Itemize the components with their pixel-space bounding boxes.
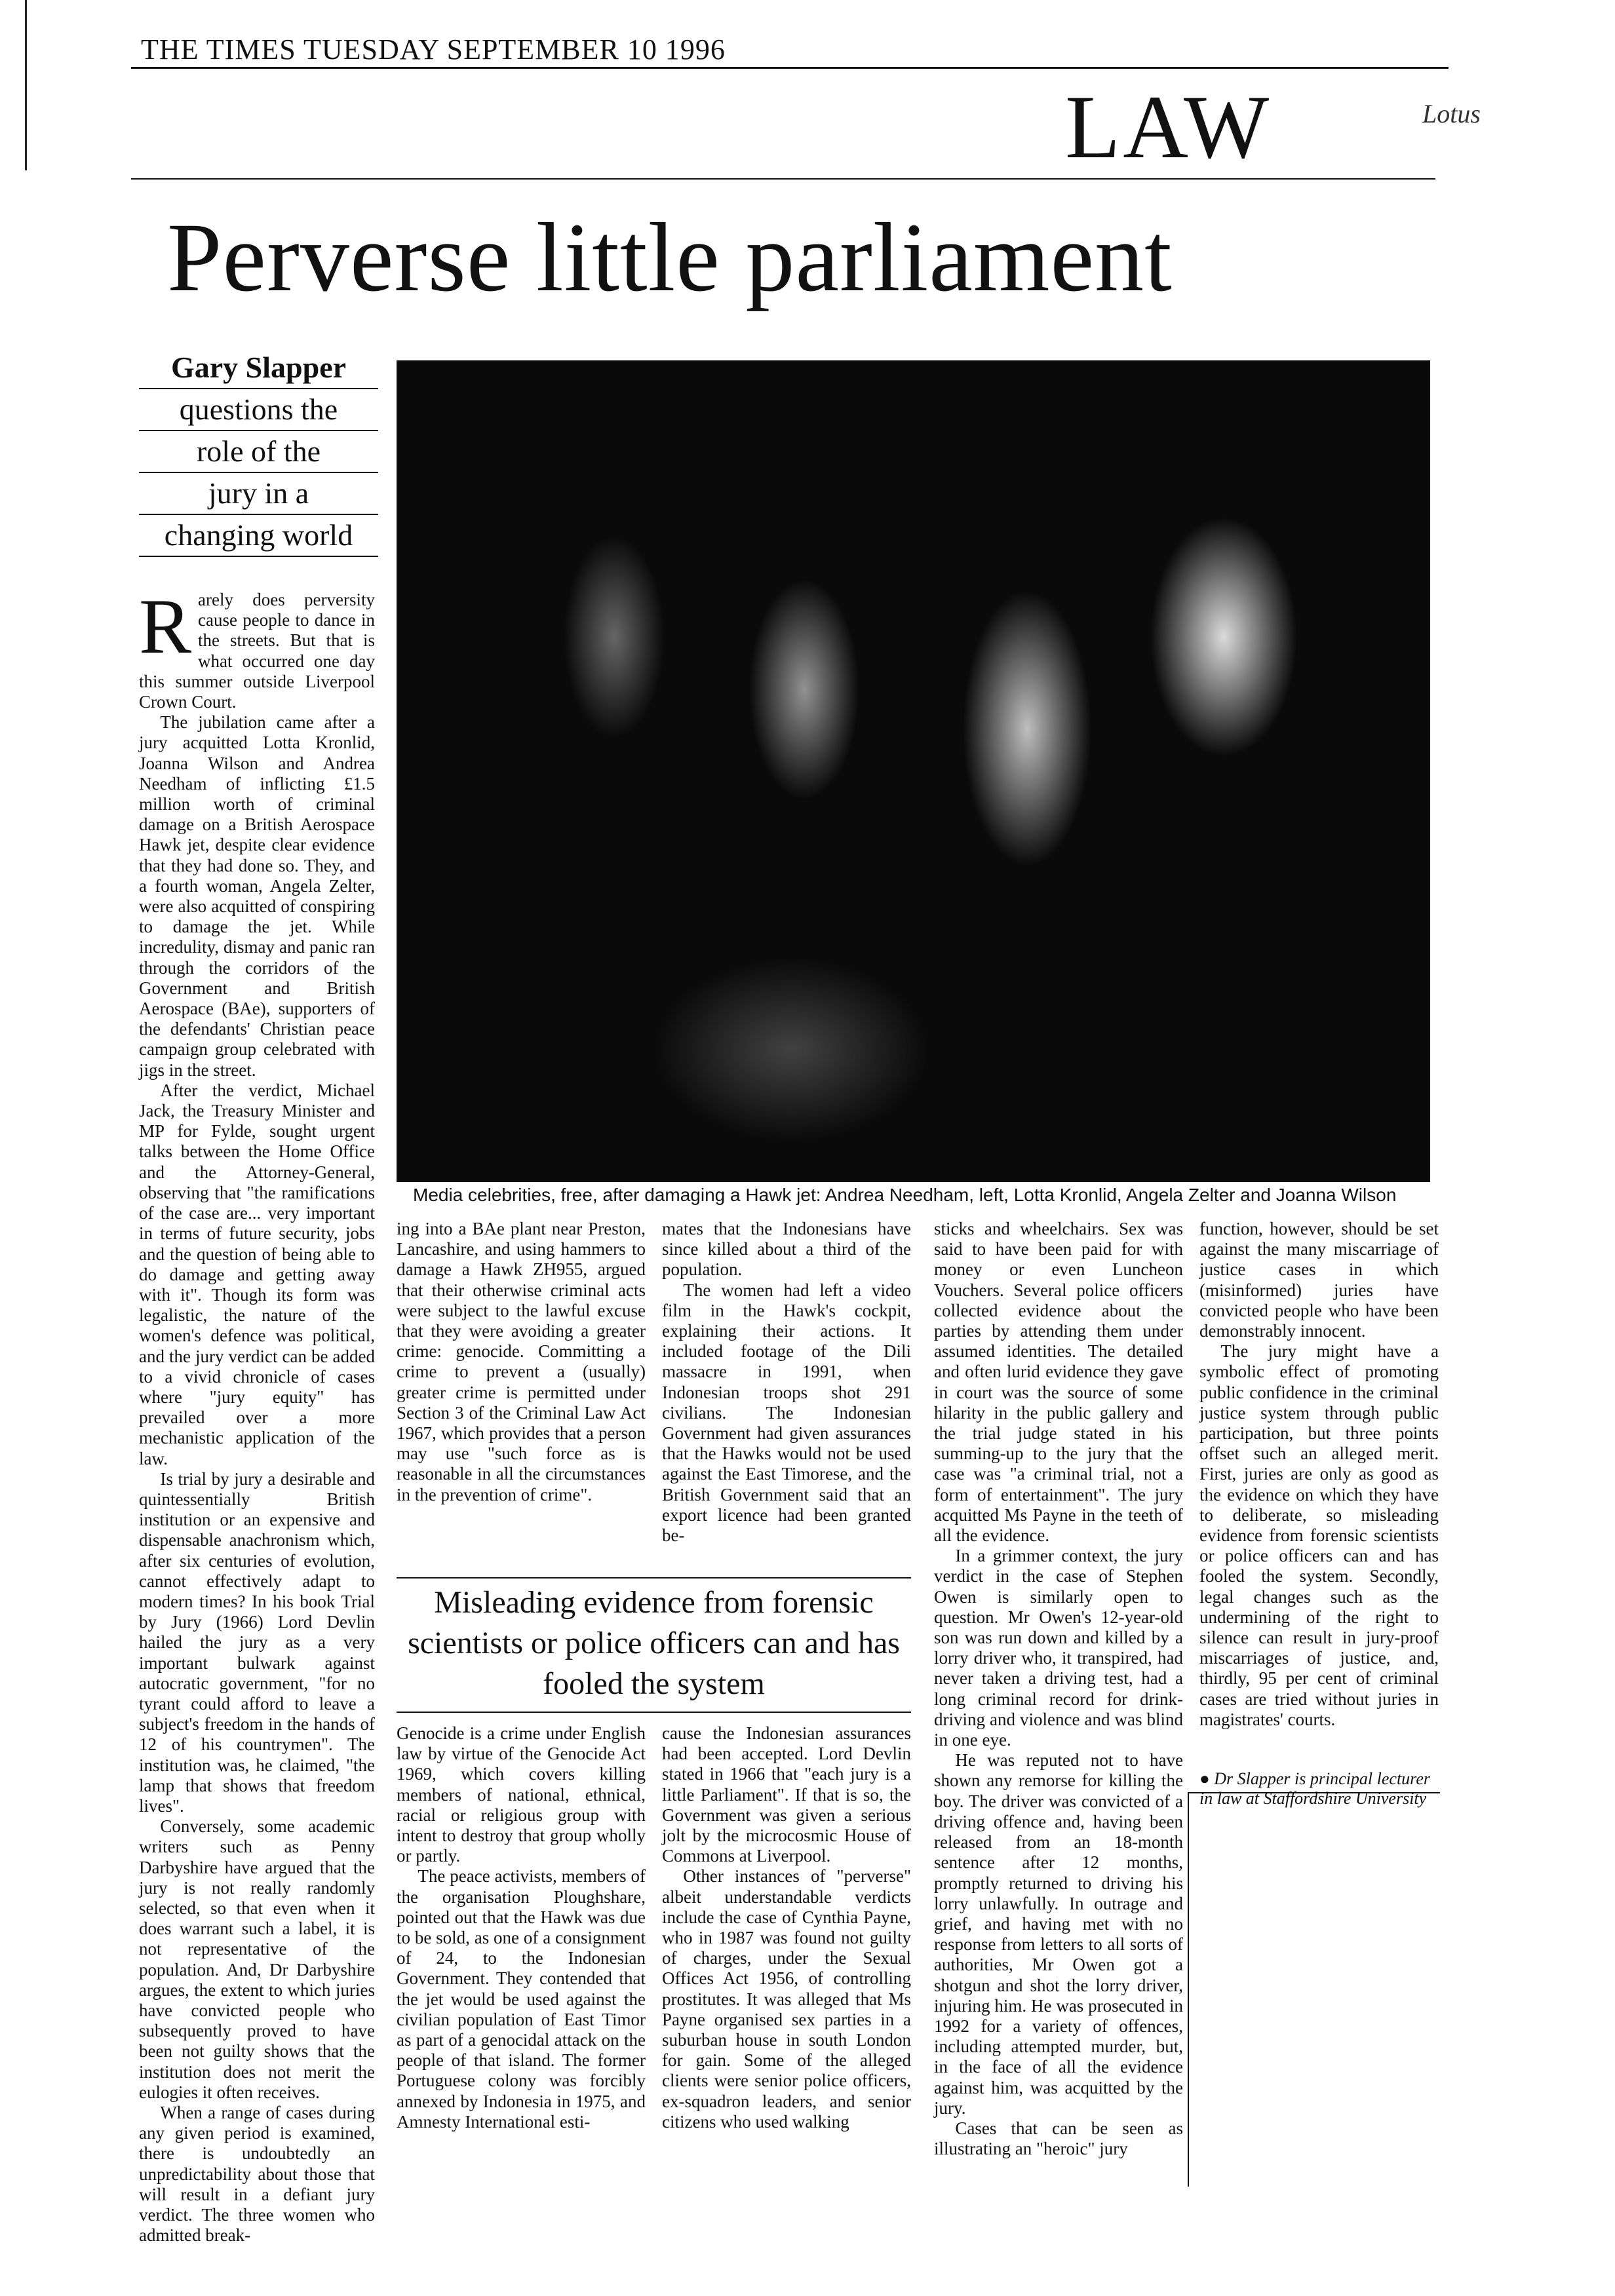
standfirst-line: jury in a	[139, 473, 378, 515]
article-column-7	[1199, 1219, 1439, 1759]
paragraph: Cases that can be seen as illustrating an "heroic" jury	[934, 2118, 1183, 2159]
masthead-rule	[131, 67, 1449, 69]
standfirst-line: questions the	[139, 389, 378, 431]
paragraph: He was reputed not to have shown any remorse for killing the boy. The driver was convicted of a driving offence and, having been released from an 18-month sentence after 12 months, promptly returned to driving his lorry unlawfully. In outrage and grief, and having met with no response from letters to all sorts of authorities, Mr Owen got a shotgun and shot the lorry driver, injuring him. He was prosecuted in 1992 for a variety of offences, including attempted murder, but, in the face of all the evidence against him, was acquitted by the jury.	[934, 1750, 1183, 2118]
standfirst	[139, 347, 378, 557]
paragraph: In a grimmer context, the jury verdict in the case of Stephen Owen is similarly open to question. Mr Owen's 12-year-old son was run down and killed by a lorry driver who, it transpired, had never taken a driving test, had a long criminal record for drink-driving and violence and was blind in one eye.	[934, 1546, 1183, 1750]
paragraph: The peace activists, members of the organisation Ploughshare, pointed out that the Hawk was due to be sold, as one of a consignment of 24, to the Indonesian Government. They contended that the jet would be used against the civilian population of East Timor as part of a genocidal attack on the people of that island. The former Portuguese colony was forcibly annexed by Indonesia in 1975, and Amnesty International esti-	[397, 1866, 646, 2132]
section-rule	[131, 178, 1435, 180]
standfirst-line: role of the	[139, 431, 378, 473]
paragraph: After the verdict, Michael Jack, the Treasury Minister and MP for Fylde, sought urgent talks between the Home Office and the Attorney-General, observing that "the ramifications of the case are... very important in terms of future security, jobs and the question of being able to do damage and getting away with it". Though its form was legalistic, the nature of the women's defence was political, and the jury verdict can be added to a vivid chronicle of cases where "jury equity" has prevailed over a more mechanistic application of the law.	[139, 1080, 375, 1468]
paragraph: function, however, should be set against the many miscarriage of justice cases in which (misinformed) juries have convicted people who have been demonstrably innocent.	[1199, 1219, 1439, 1341]
paragraph: Is trial by jury a desirable and quintessentially British institution or an expensive and dispensable anachronism which, after six centuries of evolution, cannot effectively adapt to modern times? In his book Trial by Jury (1966) Lord Devlin hailed the jury as a very important bulwark against autocratic government, "for no tyrant could afford to leave a subject's freedom in the hands of 12 of his countrymen". The institution was, he claimed, "the lamp that shows that freedom lives".	[139, 1468, 375, 1816]
article-column-3	[662, 1219, 911, 1576]
drop-cap: R	[139, 583, 192, 670]
paragraph: The jury might have a symbolic effect of promoting public confidence in the criminal justice system through public participation, but three points offset such an alleged merit. First, juries are only as good as the evidence on which they have to deliberate, so misleading evidence from forensic scientists or police officers can and has fooled the system. Secondly, legal changes such as the undermining of the right to silence can result in jury-proof miscarriages of justice, and, thirdly, 95 per cent of criminal cases are tried without juries in magistrates' courts.	[1199, 1341, 1439, 1729]
paragraph: The women had left a video film in the Hawk's cockpit, explaining their actions. It included footage of the Dili massacre in 1991, when Indonesian troops shot 291 civilians. The Indonesian Government had given assurances that the Hawks would not be used against the East Timorese, and the British Government said that an export licence had been granted be-	[662, 1280, 911, 1546]
paragraph: The jubilation came after a jury acquitted Lotta Kronlid, Joanna Wilson and Andrea Needham of inflicting £1.5 million worth of criminal damage on a British Aerospace Hawk jet, despite clear evidence that they had done so. They, and a fourth woman, Angela Zelter, were also acquitted of conspiring to damage the jet. While incredulity, dismay and panic ran through the corridors of the Government and British Aerospace (BAe), supporters of the defendants' Christian peace campaign group celebrated with jigs in the street.	[139, 712, 375, 1080]
photo-caption: Media celebrities, free, after damaging a Hawk jet: Andrea Needham, left, Lotta Kronlid, Angela Zelter and Joanna Wilson	[413, 1185, 1397, 1205]
article-column-5	[662, 1723, 911, 2182]
paragraph: Other instances of "perverse" albeit understandable verdicts include the case of Cynthia Payne, who in 1987 was found not guilty of charges, under the Sexual Offices Act 1956, of controlling prostitutes. It was alleged that Ms Payne organised sex parties in a suburban house in south London for gain. Some of the alleged clients were senior police officers, ex-squadron leaders, and senior citizens who used walking	[662, 1866, 911, 2132]
paragraph: Rarely does perversity cause people to dance in the streets. But that is what occurred one day this summer outside Liverpool Crown Court.	[139, 583, 375, 712]
author-note: ● Dr Slapper is principal lecturer in law at Staffordshire University	[1199, 1769, 1430, 1808]
paragraph: mates that the Indonesians have since killed about a third of the population.	[662, 1219, 911, 1280]
article-column-4	[397, 1723, 646, 2182]
article-column-6	[934, 1219, 1183, 2182]
empty-box	[1188, 1792, 1440, 2187]
pullquote-rule	[397, 1712, 911, 1713]
pullquote: Misleading evidence from forensic scientists or police officers can and has fooled the system	[408, 1585, 900, 1701]
paragraph: Genocide is a crime under English law by virtue of the Genocide Act 1969, which covers killing members of national, ethnical, racial or religious group with intent to destroy that group wholly or partly.	[397, 1723, 646, 1866]
paragraph: ing into a BAe plant near Preston, Lancashire, and using hammers to damage a Hawk ZH955, argued that their otherwise criminal acts were subject to the lawful excuse that they were avoiding a greater crime: genocide. Committing a crime to prevent a (usually) greater crime is permitted under Section 3 of the Criminal Law Act 1967, which provides that a person may use "such force as is reasonable in all the circumstances in the prevention of crime".	[397, 1219, 646, 1504]
standfirst-line: changing world	[139, 515, 378, 557]
paragraph: When a range of cases during any given period is examined, there is undoubtedly an unpredictability about those that will result in a defiant jury verdict. The three women who admitted break-	[139, 2103, 375, 2246]
article-column-2	[397, 1219, 646, 1576]
headline: Perverse little parliament	[167, 203, 1173, 312]
handwritten-note: Lotus	[1422, 99, 1481, 128]
masthead: THE TIMES TUESDAY SEPTEMBER 10 1996	[141, 33, 726, 66]
paragraph: cause the Indonesian assurances had been accepted. Lord Devlin stated in 1966 that "each jury is a little Parliament". If that is so, the Government was given a serious jolt by the microcosmic House of Commons at Liverpool.	[662, 1723, 911, 1866]
pullquote-rule	[397, 1577, 911, 1578]
paragraph: Conversely, some academic writers such as Penny Darbyshire have argued that the jury is not really randomly selected, so that even when it does warrant such a label, it is not representative of the population. And, Dr Darbyshire argues, the extent to which juries have convicted people who subsequently proved to have been not guilty shows that the institution does not merit the eulogies it often receives.	[139, 1816, 375, 2102]
news-photo	[397, 360, 1430, 1182]
paragraph: sticks and wheelchairs. Sex was said to have been paid for with money or even Luncheon Vouchers. Several police officers collected evidence about the parties by attending them under assumed identities. The detailed and often lurid evidence they gave in court was the source of some hilarity in the public gallery and the trial judge stated in his summing-up to the jury that the case was "a criminal trial, not a form of entertainment". The jury acquitted Ms Payne in the teeth of all the evidence.	[934, 1219, 1183, 1546]
standfirst-author: Gary Slapper	[139, 347, 378, 389]
article-column-1	[139, 583, 375, 2246]
section-title: LAW	[1065, 77, 1272, 177]
margin-mark	[25, 0, 27, 170]
